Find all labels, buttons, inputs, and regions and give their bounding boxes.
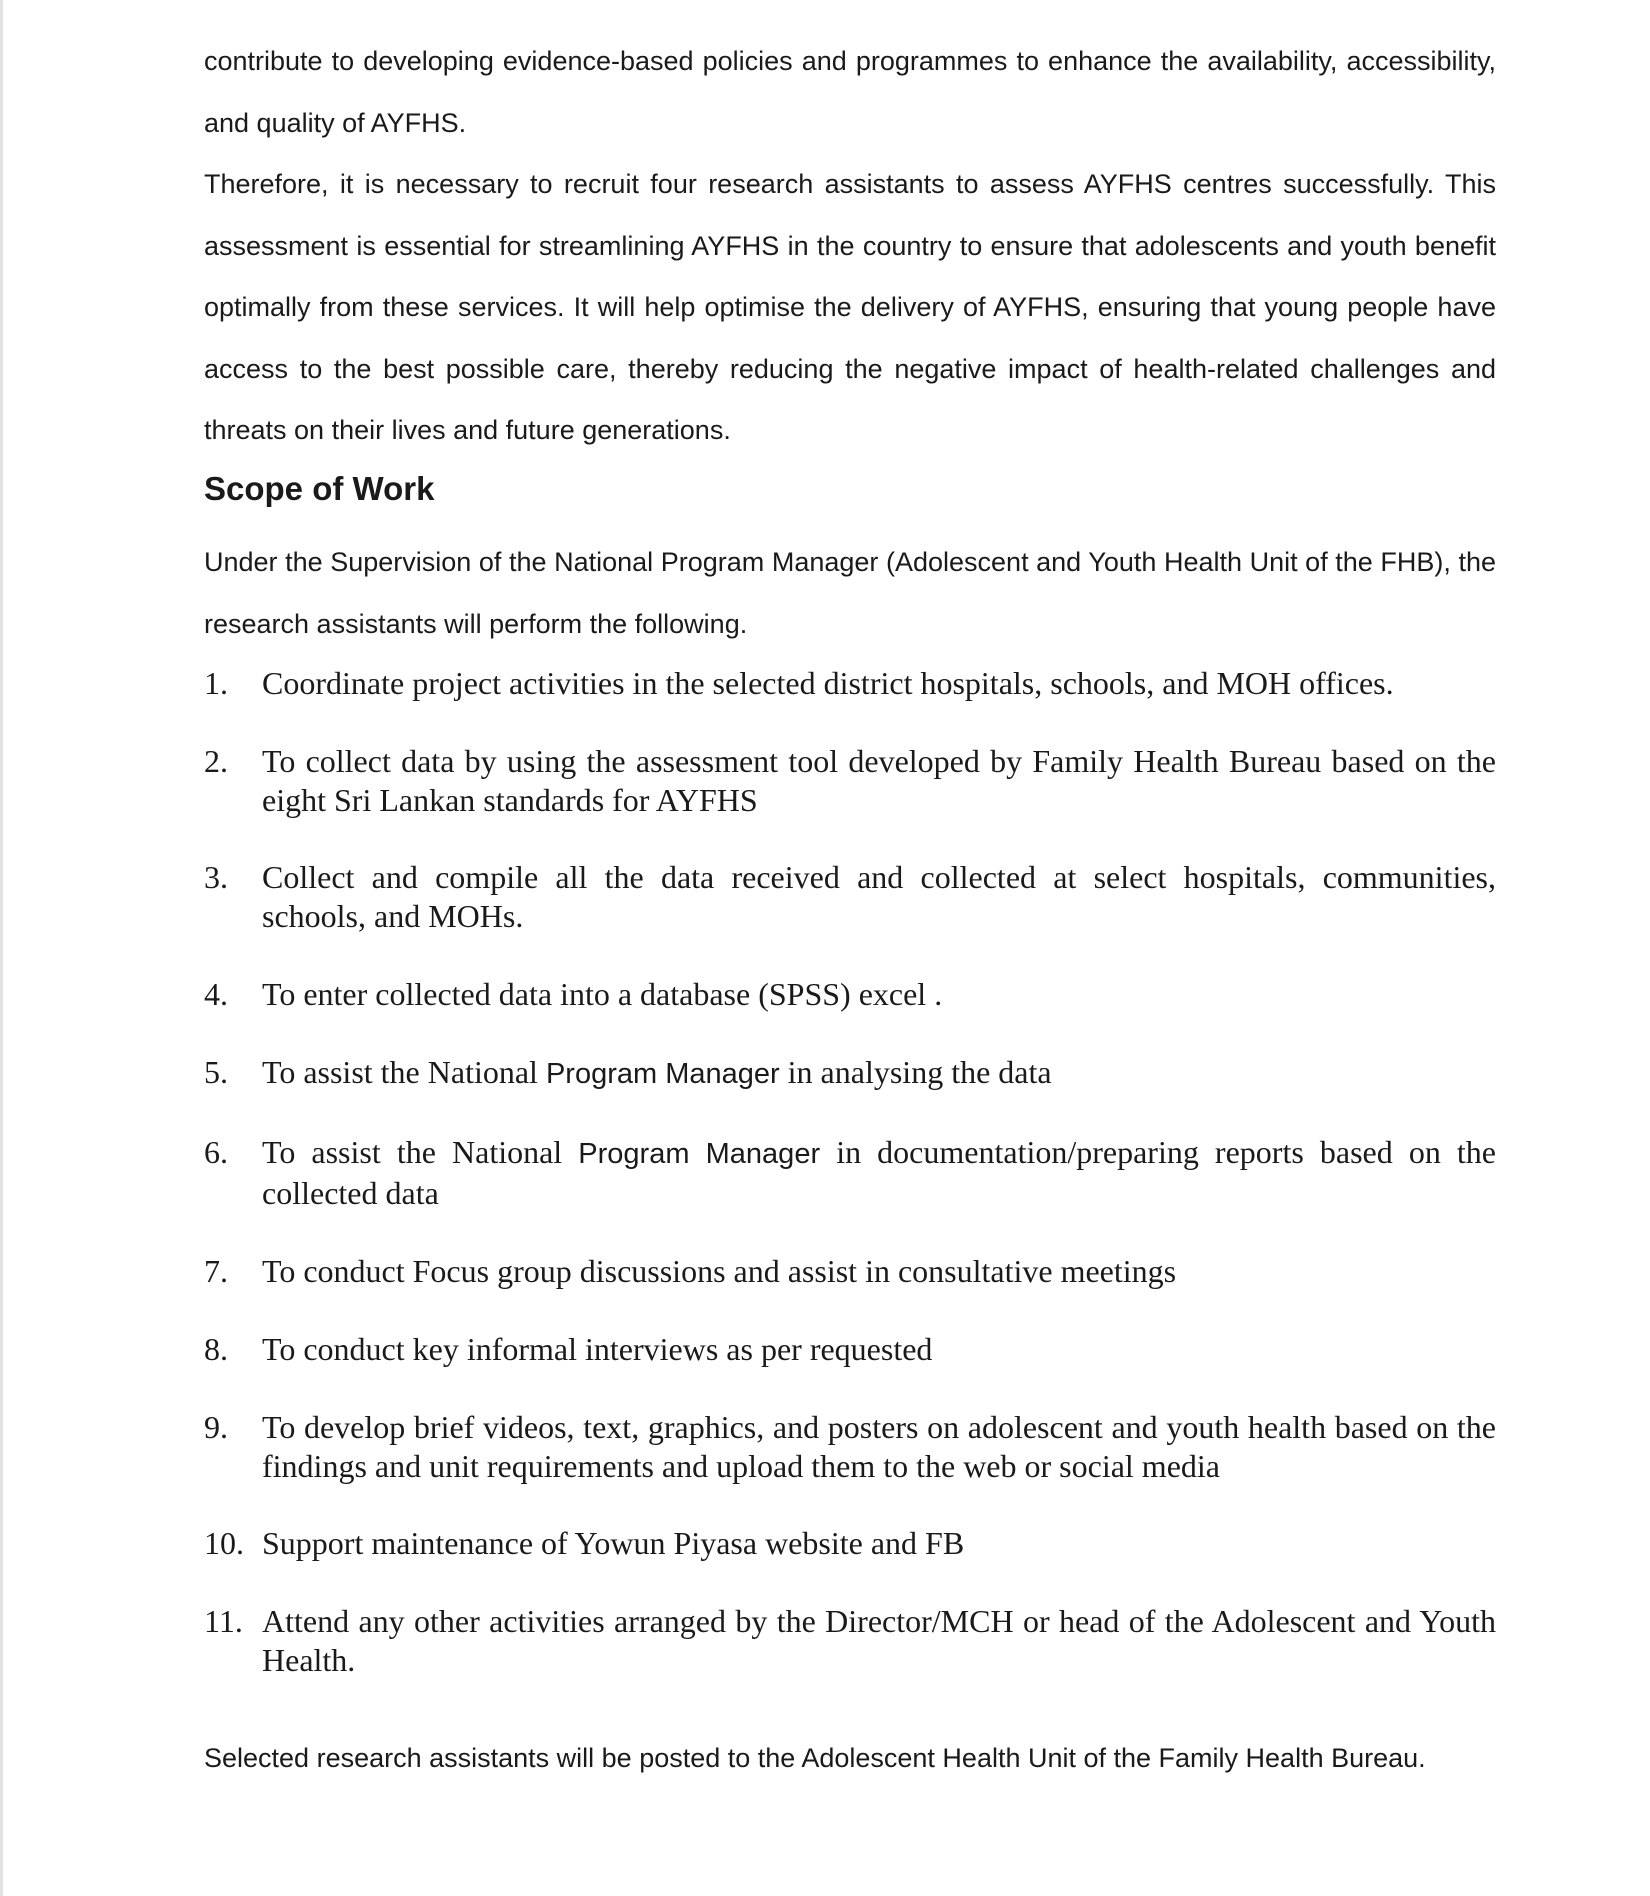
task-number: 11. — [204, 1603, 243, 1639]
task-text: Coordinate project activities in the selected district hospitals, schools, and MOH offices. — [262, 665, 1394, 701]
task-number: 10. — [204, 1525, 244, 1561]
task-text: Collect and compile all the data received and collected at select hospitals, communities, schools, and MOHs. — [262, 859, 1496, 934]
task-number: 5. — [204, 1054, 228, 1090]
task-item-2 — [204, 742, 1496, 820]
task-number: 2. — [204, 743, 228, 779]
paragraph-rationale: Therefore, it is necessary to recruit four research assistants to assess AYFHS centres successfully. This assessment is essential for streamlining AYFHS in the country to ensure that adolescents and youth benefit optimally from these services. It will help optimise the delivery of AYFHS, ensuring that young people have access to the best possible care, thereby reducing the negative impact of health-related challenges and threats on their lives and future generations. — [204, 169, 1496, 445]
scope-intro: Under the Supervision of the National Program Manager (Adolescent and Youth Health Unit of the FHB), the research assistants will perform the following. — [204, 547, 1496, 639]
task-text — [262, 1133, 1496, 1213]
task-number: 6. — [204, 1134, 228, 1170]
task-text-post: in documentation/preparing reports based on the collected data — [262, 1134, 1497, 1211]
task-item-8 — [204, 1330, 1496, 1369]
task-text-emphasis: Program Manager — [578, 1138, 821, 1170]
task-item-9 — [204, 1408, 1496, 1486]
task-number: 3. — [204, 859, 228, 895]
task-item-3 — [204, 858, 1496, 936]
task-text-emphasis: Program Manager — [545, 1058, 780, 1090]
task-number: 8. — [204, 1331, 228, 1367]
task-text: To collect data by using the assessment tool developed by Family Health Bureau based on the eight Sri Lankan standards for AYFHS — [262, 743, 1496, 818]
task-text-post: in analysing the data — [779, 1054, 1052, 1090]
task-item-10 — [204, 1524, 1496, 1563]
task-text: To conduct Focus group discussions and assist in consultative meetings — [262, 1253, 1177, 1289]
paragraph-intro-end: contribute to developing evidence-based policies and programmes to enhance the availability, accessibility, and quality of AYFHS. — [204, 46, 1496, 138]
task-item-11 — [204, 1602, 1496, 1680]
task-item-7 — [204, 1252, 1496, 1291]
task-item-1 — [204, 664, 1496, 703]
task-text — [262, 1053, 1496, 1094]
task-text-pre: To assist the National — [262, 1134, 579, 1170]
task-text: To conduct key informal interviews as per requested — [262, 1331, 933, 1367]
scope-heading: Scope of Work — [204, 470, 435, 507]
closing-note: Selected research assistants will be posted to the Adolescent Health Unit of the Family Health Bureau. — [204, 1743, 1426, 1773]
task-number: 7. — [204, 1253, 228, 1289]
task-text-pre: To assist the National — [262, 1054, 546, 1090]
task-text: To develop brief videos, text, graphics, and posters on adolescent and youth health based on the findings and unit requirements and upload them to the web or social media — [262, 1409, 1496, 1484]
task-item-5 — [204, 1053, 1496, 1094]
task-text: Attend any other activities arranged by the Director/MCH or head of the Adolescent and Youth Health. — [262, 1603, 1496, 1678]
task-item-4 — [204, 975, 1496, 1014]
scan-edge-shadow — [0, 0, 3, 1896]
task-number: 4. — [204, 976, 228, 1012]
task-item-6 — [204, 1133, 1496, 1213]
task-number: 1. — [204, 665, 228, 701]
task-text: To enter collected data into a database (SPSS) excel . — [262, 976, 943, 1012]
task-text: Support maintenance of Yowun Piyasa website and FB — [262, 1525, 965, 1561]
task-number: 9. — [204, 1409, 228, 1445]
